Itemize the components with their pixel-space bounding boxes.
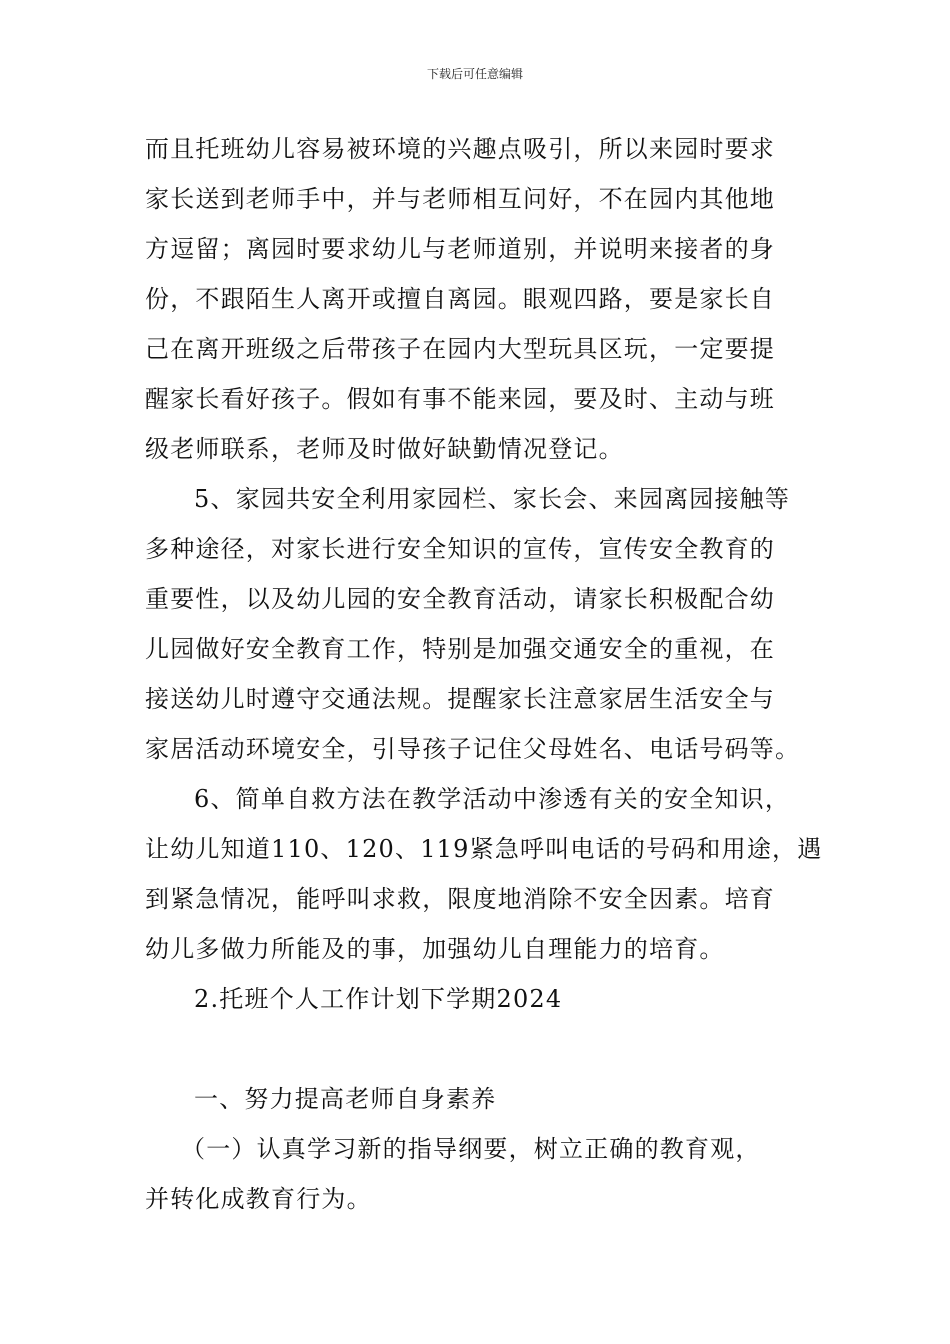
subsection-heading: 一、努力提高老师自身素养 <box>194 1085 497 1113</box>
text-line: 级老师联系，老师及时做好缺勤情况登记。 <box>145 435 624 463</box>
text-line: 接送幼儿时遵守交通法规。提醒家长注意家居生活安全与 <box>145 685 775 713</box>
text-line: 重要性，以及幼儿园的安全教育活动，请家长积极配合幼 <box>145 585 775 613</box>
text-line: 儿园做好安全教育工作，特别是加强交通安全的重视，在 <box>145 635 775 663</box>
text-line: 醒家长看好孩子。假如有事不能来园，要及时、主动与班 <box>145 385 775 413</box>
document-body <box>145 124 823 1224</box>
text-line: 方逗留；离园时要求幼儿与老师道别，并说明来接者的身 <box>145 235 775 263</box>
text-line: 家居活动环境安全，引导孩子记住父母姓名、电话号码等。 <box>145 735 801 763</box>
text-line: 己在离开班级之后带孩子在园内大型玩具区玩，一定要提 <box>145 335 775 363</box>
text-line: 多种途径，对家长进行安全知识的宣传，宣传安全教育的 <box>145 535 775 563</box>
page-header: 下载后可任意编辑 <box>426 67 523 81</box>
text-line: 而且托班幼儿容易被环境的兴趣点吸引，所以来园时要求 <box>145 135 775 163</box>
paragraph-start-line: 5、家园共安全利用家园栏、家长会、来园离园接触等 <box>194 485 791 513</box>
text-line: 份，不跟陌生人离开或擅自离园。眼观四路，要是家长自 <box>145 285 775 313</box>
section-heading: 2.托班个人工作计划下学期2024 <box>194 985 563 1013</box>
paragraph-start-line: 6、简单自救方法在教学活动中渗透有关的安全知识， <box>194 785 791 813</box>
text-line: 到紧急情况，能呼叫求救，限度地消除不安全因素。培育 <box>145 885 775 913</box>
text-line: 并转化成教育行为。 <box>145 1185 372 1213</box>
blank-gap <box>145 1024 809 1074</box>
text-line: 家长送到老师手中，并与老师相互问好，不在园内其他地 <box>145 185 775 213</box>
text-line: 让幼儿知道110、120、119紧急呼叫电话的号码和用途，遇 <box>145 835 823 863</box>
paragraph-start-line: （一）认真学习新的指导纲要，树立正确的教育观， <box>181 1135 761 1163</box>
text-line: 幼儿多做力所能及的事，加强幼儿自理能力的培育。 <box>145 935 725 963</box>
